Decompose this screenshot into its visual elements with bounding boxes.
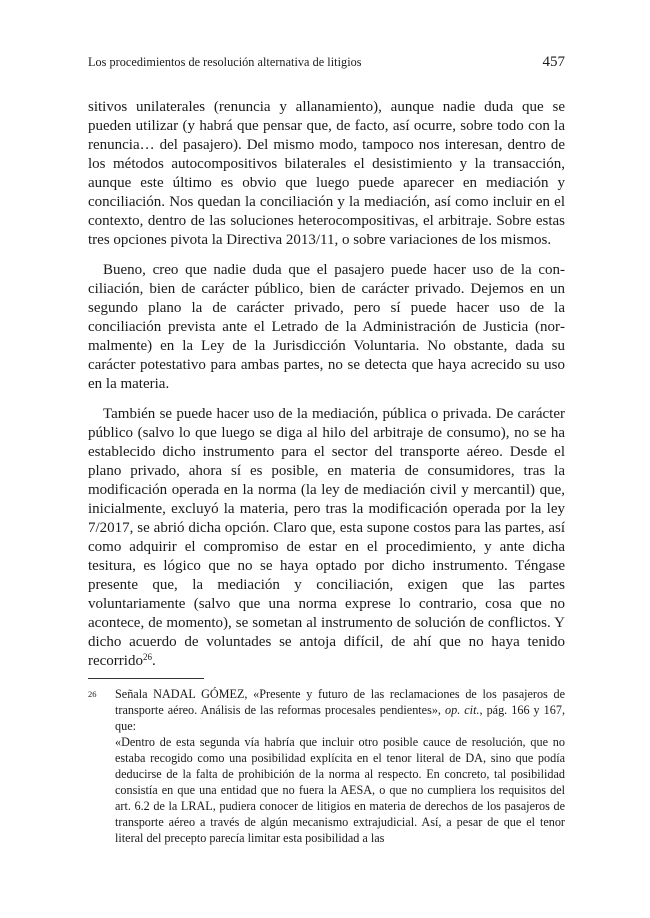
footnote-26 [88,686,565,846]
footnote-intro [115,686,565,734]
footnote-quote: «Dentro de esta segunda vía habría que incluir otro posible cauce de resolución, que no estaba recogido como una posibilidad explícita en el tenor literal de DA, sino que podía deducirse de la falta de prohibición de la norma al respecto. En concreto, tal posibilidad consistía en que una entidad que no fuera la AESA, o que no cumpliera los requisitos del art. 6.2 de la LRAL, pudiera conocer de litigios en materia de derechos de los pasajeros de transporte aéreo a través de algún mecanismo extrajudicial. Así, a pesar de que el tenor literal del precepto parecía limitar esta posibilidad a las [115,735,565,845]
main-text [88,98,565,682]
page-number: 457 [542,54,565,70]
footnote-intro-end: , pág. 166 y 167, que: [115,703,566,733]
paragraph-2: Bueno, creo que nadie duda que el pasajero puede hacer uso de la conciliación, bien de carácter público, bien de carácter privado. Dejemos en un segundo plano la de carácter privado, pero sí puede hacer uso de la conciliación prevista ante el Letrado de la Administración de Justicia (normalmente) en la Ley de la Jurisdicción Voluntaria. No obstante, dada su carácter potestativo para ambas partes, no se detecta que haya acrecido su uso en la materia. [88,262,565,392]
footnote-citation: op. cit. [445,703,480,717]
paragraph-3-text: También se puede hacer uso de la mediación, pública o privada. De carácter público (salvo lo que luego se diga al hilo del arbitraje de consumo), no se ha establecido dicho instrumento para el sector del transporte aéreo. Desde el plano privado, ahora sí es posible, en materia de consumidores, tras la modificación operada en la norma (la ley de mediación civil y mercantil) que, inicialmente, excluyó la materia, pero tras la modificación operada por la ley 7/2017, se abrió dicha opción. Claro que, esta supone costos para las partes, así como adquirir el compromiso de estar en el procedimiento, y ante dicha tesitura, es lógico que no se haya optado por dicho instrumento. Téngase presente que, la mediación y conciliación, exigen que las partes voluntariamente (salvo que una norma exprese lo contrario, cosa que no acontece, de momento), se sometan al instrumento de solución de conflictos. Y dicho acuerdo de voluntades se antoja difícil, de ahí que no haya tenido recorrido [88,406,565,669]
footnote-intro-text: Señala NADAL GÓMEZ, «Presente y futuro de las reclamaciones de los pasajeros de transporte aéreo. Análisis de las reformas procesales pendientes», [115,687,565,717]
book-page [88,0,565,918]
running-title: Los procedimientos de resolución alternativa de litigios [88,55,362,69]
paragraph-3: También se puede hacer uso de la mediación, pública o privada. De carácter público (salvo lo que luego se diga al hilo del arbitraje de consumo), no se ha establecido dicho instrumento para el sector del transporte aéreo. Desde el plano privado, ahora sí es posible, en materia de consumidores, tras la modificación operada en la norma (la ley de mediación civil y mercantil) que, inicialmente, excluyó la materia, pero tras la modificación operada por la ley 7/2017, se abrió dicha opción. Claro que, esta supone costos para las partes, así como adquirir el compromiso de estar en el procedimiento, y ante dicha tesitura, es lógico que no se haya optado por dicho instrumento. Téngase presente que, la mediación y conciliación, exigen que las partes voluntariamente (salvo que una norma exprese lo contrario, cosa que no acontece, de momento), se sometan al instrumento de solución de conflictos. Y dicho acuerdo de voluntades se antoja difícil, de ahí que no haya tenido recorrido$^{26}$. [88,406,565,669]
page-header [88,54,565,71]
footnote-separator [88,678,204,679]
footnote-number: 26 [88,689,97,699]
footnote-reference[interactable]: 26 [142,652,152,662]
footnote-body [115,686,565,846]
paragraph-1: sitivos unilaterales (renuncia y allanamiento), aunque nadie duda que se pueden utilizar (y habrá que pensar que, de facto, así ocurre, sobre todo con la renuncia… del pasajero). Del mismo modo, tampoco nos interesan, dentro de los métodos autocompositivos bilaterales el desistimiento y la transacción, aunque este último es obvio que luego puede aparecer en mediación y conciliación. Nos quedan la conciliación y la mediación, así como incluir en el contexto, dentro de las soluciones heterocompositivas, el arbitraje. Sobre estas tres opciones pivota la Directiva 2013/11, o sobre variaciones de los mismos. [88,99,565,248]
